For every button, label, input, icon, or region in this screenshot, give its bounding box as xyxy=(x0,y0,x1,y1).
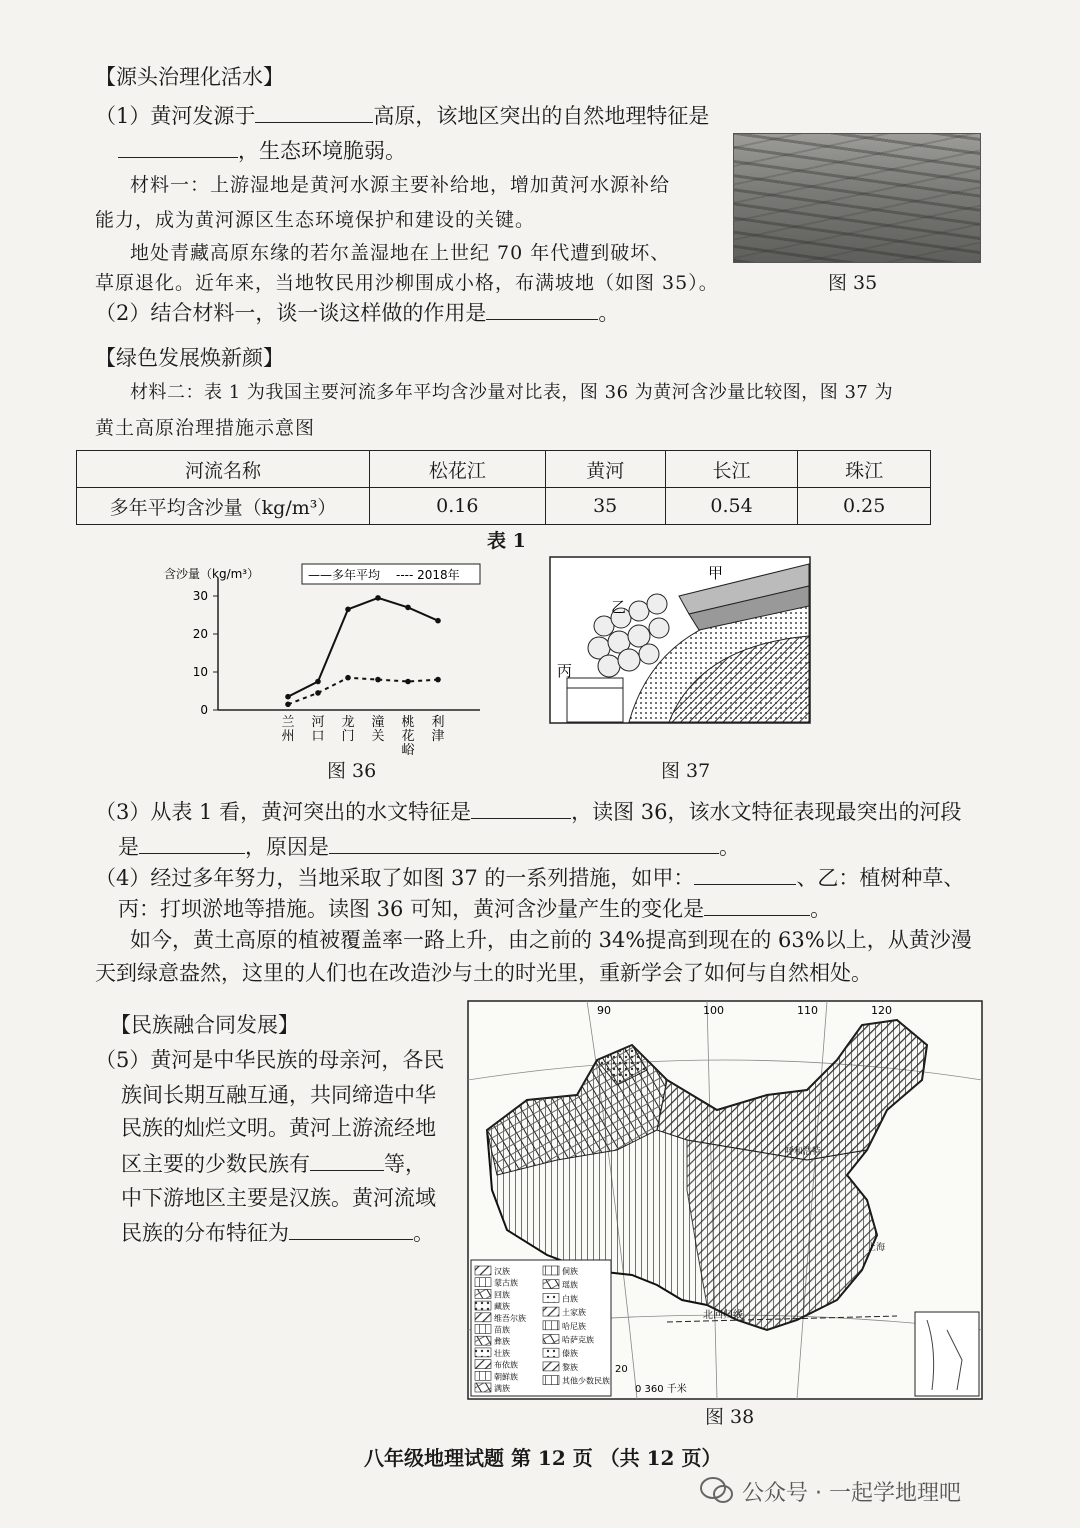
series-1-point-4 xyxy=(405,679,411,685)
legend-swatch-right-7 xyxy=(543,1362,559,1371)
q5-blank-distribution[interactable] xyxy=(289,1217,413,1240)
x-tick-label-1: 河口 xyxy=(311,715,325,744)
figure-37-diagram xyxy=(549,556,811,724)
lon-tick-90: 90 xyxy=(597,1004,611,1017)
legend-swatch-left-0 xyxy=(475,1266,491,1275)
q4-prefix: （4）经过多年努力，当地采取了如图 37 的一系列措施，如甲： xyxy=(95,866,695,890)
series-1-point-2 xyxy=(345,675,351,681)
x-tick-label-0: 兰州 xyxy=(281,715,295,744)
legend-swatch-left-2 xyxy=(475,1289,491,1298)
legend-swatch-right-4 xyxy=(543,1321,559,1330)
table-river-0: 松花江 xyxy=(370,451,546,488)
table-value-2: 0.54 xyxy=(665,488,798,525)
legend-swatch-right-3 xyxy=(543,1307,559,1316)
series-0-point-5 xyxy=(435,618,441,624)
series-0-point-2 xyxy=(345,607,351,613)
legend-label-left-8: 布依族 xyxy=(494,1360,518,1370)
legend-swatch-right-1 xyxy=(543,1280,559,1289)
figure-35-photo xyxy=(733,133,981,263)
legend-label-right-1: 瑶族 xyxy=(562,1280,578,1290)
q3-blank-reason[interactable] xyxy=(329,831,719,854)
question-1-line1 xyxy=(95,100,709,131)
page-footer: 八年级地理试题 第 12 页 （共 12 页） xyxy=(364,1446,722,1470)
question-3-line2 xyxy=(118,831,740,862)
label-jia: 甲 xyxy=(708,564,724,582)
figure-38-ethnic-map xyxy=(467,1000,983,1400)
q3-reason: ，原因是 xyxy=(245,835,329,859)
question-4-line1 xyxy=(95,862,964,893)
legend-swatch-left-3 xyxy=(475,1301,491,1310)
figure-36-caption: 图 36 xyxy=(327,760,377,782)
table-value-row xyxy=(77,488,931,525)
legend-label-right-5: 哈萨克族 xyxy=(562,1335,594,1345)
table-value-3: 0.25 xyxy=(798,488,931,525)
label-bing: 丙 xyxy=(557,662,573,680)
legend-swatch-left-7 xyxy=(475,1348,491,1357)
y-tick-label-2: 20 xyxy=(192,627,208,641)
q3-end: 。 xyxy=(719,835,740,859)
x-tick-label-3: 潼关 xyxy=(371,715,385,744)
q1-blank-plateau[interactable] xyxy=(255,100,373,123)
section-header-source: 【源头治理化活水】 xyxy=(95,65,284,89)
legend-swatch-right-5 xyxy=(543,1335,559,1344)
table-header-row xyxy=(77,451,931,488)
x-tick-label-5: 利津 xyxy=(431,715,445,744)
series-0-point-1 xyxy=(315,679,321,685)
legend-swatch-left-6 xyxy=(475,1336,491,1345)
map-legend-box xyxy=(471,1260,611,1396)
y-tick-label-1: 10 xyxy=(192,665,208,679)
x-tick-label-4: 桃花峪 xyxy=(401,715,415,758)
q4-blank-jia[interactable] xyxy=(694,862,796,885)
legend-label-left-0: 汉族 xyxy=(494,1267,510,1276)
table-river-3: 珠江 xyxy=(798,451,931,488)
legend-swatch-right-6 xyxy=(543,1348,559,1357)
legend-label-left-1: 蒙古族 xyxy=(494,1278,518,1288)
q1-middle: 高原，该地区突出的自然地理特征是 xyxy=(373,104,710,128)
section-header-green: 【绿色发展焕新颜】 xyxy=(95,346,284,370)
q5-blank-minorities[interactable] xyxy=(310,1148,384,1171)
paragraph-line1: 如今，黄土高原的植被覆盖率一路上升，由之前的 34%提高到现在的 63%以上，从黄沙漫 xyxy=(130,928,972,952)
table-value-1: 35 xyxy=(545,488,665,525)
table-row-label: 多年平均含沙量（kg/m³） xyxy=(77,488,370,525)
south-china-sea-inset xyxy=(915,1312,979,1396)
paragraph-line2: 天到绿意盎然，这里的人们也在改造沙与土的时光里，重新学会了如何与自然相处。 xyxy=(95,961,872,985)
legend-swatch-left-8 xyxy=(475,1360,491,1369)
question-3-line1 xyxy=(95,796,961,827)
figure-37-caption: 图 37 xyxy=(661,760,711,782)
legend-label-right-8: 其他少数民族 xyxy=(562,1376,610,1386)
q1-blank-feature[interactable] xyxy=(118,135,238,158)
lon-tick-110: 110 xyxy=(797,1004,818,1017)
legend-swatch-left-1 xyxy=(475,1278,491,1287)
legend-label-right-3: 土家族 xyxy=(562,1308,586,1318)
question-5-line3: 民族的灿烂文明。黄河上游流经地 xyxy=(121,1116,436,1140)
question-5-line1: （5）黄河是中华民族的母亲河，各民 xyxy=(95,1048,445,1072)
q2-blank[interactable] xyxy=(486,297,598,320)
wechat-icon xyxy=(700,1476,734,1506)
series-line-1 xyxy=(288,678,438,705)
y-axis-label: 含沙量（kg/m³） xyxy=(164,567,260,581)
q2-suffix: 。 xyxy=(598,301,620,325)
series-1-point-1 xyxy=(315,690,321,696)
series-0-point-0 xyxy=(285,694,291,700)
material2-line1: 材料二：表 1 为我国主要河流多年平均含沙量对比表，图 36 为黄河含沙量比较图，图 37 为 xyxy=(130,382,894,403)
question-5-line6 xyxy=(121,1217,434,1248)
series-1-point-5 xyxy=(435,677,441,683)
table-value-0: 0.16 xyxy=(370,488,546,525)
q3-middle: ，读图 36，该水文特征表现最突出的河段 xyxy=(571,800,962,824)
map-legend xyxy=(471,1260,611,1396)
question-1-line2 xyxy=(118,135,406,166)
q4-middle: 、乙：植树种草、 xyxy=(796,866,965,890)
legend-label-right-2: 白族 xyxy=(562,1294,578,1304)
question-5-line2: 族间长期互融互通，共同缔造中华 xyxy=(121,1083,436,1107)
q1-prefix: （1）黄河发源于 xyxy=(95,104,256,128)
figure-36-chart xyxy=(160,558,490,768)
material2-line2: 黄土高原治理措施示意图 xyxy=(95,417,316,439)
table-header-label: 河流名称 xyxy=(77,451,370,488)
y-tick-label-0: 0 xyxy=(200,703,208,717)
material1-line1: 材料一：上游湿地是黄河水源主要补给地，增加黄河水源补给 xyxy=(130,174,671,196)
legend-label-left-4: 维吾尔族 xyxy=(494,1313,526,1323)
table-river-1: 黄河 xyxy=(545,451,665,488)
legend-entry-2018: ---- 2018年 xyxy=(396,568,460,582)
table-1-caption: 表 1 xyxy=(487,530,526,552)
q5-line4-end: 等， xyxy=(384,1152,426,1176)
legend-label-right-7: 黎族 xyxy=(562,1362,578,1372)
legend-label-right-4: 哈尼族 xyxy=(562,1321,586,1331)
section-header-ethnic: 【民族融合同发展】 xyxy=(110,1013,299,1037)
y-tick-label-3: 30 xyxy=(192,589,208,603)
map-label-shanghai: 上海 xyxy=(867,1243,886,1253)
legend-entry-avg: ——多年平均 xyxy=(308,568,381,582)
q1-suffix: ，生态环境脆弱。 xyxy=(238,139,406,163)
series-1-point-0 xyxy=(285,702,291,708)
q5-line6-end: 。 xyxy=(413,1221,434,1245)
question-5-line4 xyxy=(121,1148,426,1179)
material1-line4: 草原退化。近年来，当地牧民用沙柳围成小格，布满坡地（如图 35）。 xyxy=(95,272,719,294)
legend-swatch-left-4 xyxy=(475,1313,491,1322)
q3-blank-section[interactable] xyxy=(139,831,245,854)
legend-label-left-10: 满族 xyxy=(494,1384,510,1393)
legend-label-left-9: 朝鲜族 xyxy=(494,1372,518,1382)
watermark-text: 公众号 · 一起学地理吧 xyxy=(742,1481,961,1506)
question-5-line5: 中下游地区主要是汉族。黄河流域 xyxy=(121,1186,436,1210)
series-0-point-3 xyxy=(375,595,381,601)
figure-38-caption: 图 38 xyxy=(705,1406,755,1428)
lon-tick-120: 120 xyxy=(871,1004,892,1017)
table-river-2: 长江 xyxy=(665,451,798,488)
q4-blank-change[interactable] xyxy=(704,893,810,916)
question-4-line2 xyxy=(118,893,831,924)
q5-line6-text: 民族的分布特征为 xyxy=(121,1221,289,1245)
q3-blank-feature[interactable] xyxy=(471,796,571,819)
legend-swatch-right-2 xyxy=(543,1293,559,1302)
map-label-hohhot: 呼和浩特 xyxy=(785,1147,822,1157)
map-scale: 0 360 千米 xyxy=(635,1384,687,1395)
lon-tick-100: 100 xyxy=(703,1004,724,1017)
series-line-0 xyxy=(288,598,438,697)
material1-line3: 地处青藏高原东缘的若尔盖湿地在上世纪 70 年代遭到破坏、 xyxy=(130,242,671,264)
check-dam xyxy=(567,678,623,722)
q5-line4-text: 区主要的少数民族有 xyxy=(121,1152,310,1176)
series-0-point-4 xyxy=(405,605,411,611)
legend-label-left-3: 藏族 xyxy=(494,1302,510,1312)
q3-is: 是 xyxy=(118,835,139,859)
legend-swatch-right-8 xyxy=(543,1376,559,1385)
sediment-table xyxy=(76,450,931,525)
legend-label-right-0: 侗族 xyxy=(562,1267,578,1276)
legend-swatch-left-9 xyxy=(475,1371,491,1380)
lat-tick-20: 20 xyxy=(615,1364,628,1375)
label-yi: 乙 xyxy=(611,598,627,616)
legend-swatch-right-0 xyxy=(543,1266,559,1275)
legend-label-left-7: 壮族 xyxy=(494,1348,510,1358)
q3-prefix: （3）从表 1 看，黄河突出的水文特征是 xyxy=(95,800,472,824)
series-1-point-3 xyxy=(375,677,381,683)
legend-swatch-left-5 xyxy=(475,1325,491,1334)
material1-line2: 能力，成为黄河源区生态环境保护和建设的关键。 xyxy=(95,209,536,231)
figure-35-caption: 图 35 xyxy=(828,272,878,294)
legend-label-right-6: 傣族 xyxy=(562,1349,578,1359)
x-tick-label-2: 龙门 xyxy=(341,715,355,744)
legend-label-left-2: 回族 xyxy=(494,1290,510,1300)
question-2 xyxy=(95,297,619,328)
q4-end: 。 xyxy=(810,897,832,921)
legend-swatch-left-10 xyxy=(475,1383,491,1392)
q2-prefix: （2）结合材料一，谈一谈这样做的作用是 xyxy=(95,301,487,325)
map-label-tropic: 北回归线 xyxy=(703,1310,743,1321)
legend-label-left-6: 彝族 xyxy=(494,1337,510,1347)
q4-line2-text: 丙：打坝淤地等措施。读图 36 可知，黄河含沙量产生的变化是 xyxy=(118,897,705,921)
legend-label-left-5: 苗族 xyxy=(494,1325,510,1335)
